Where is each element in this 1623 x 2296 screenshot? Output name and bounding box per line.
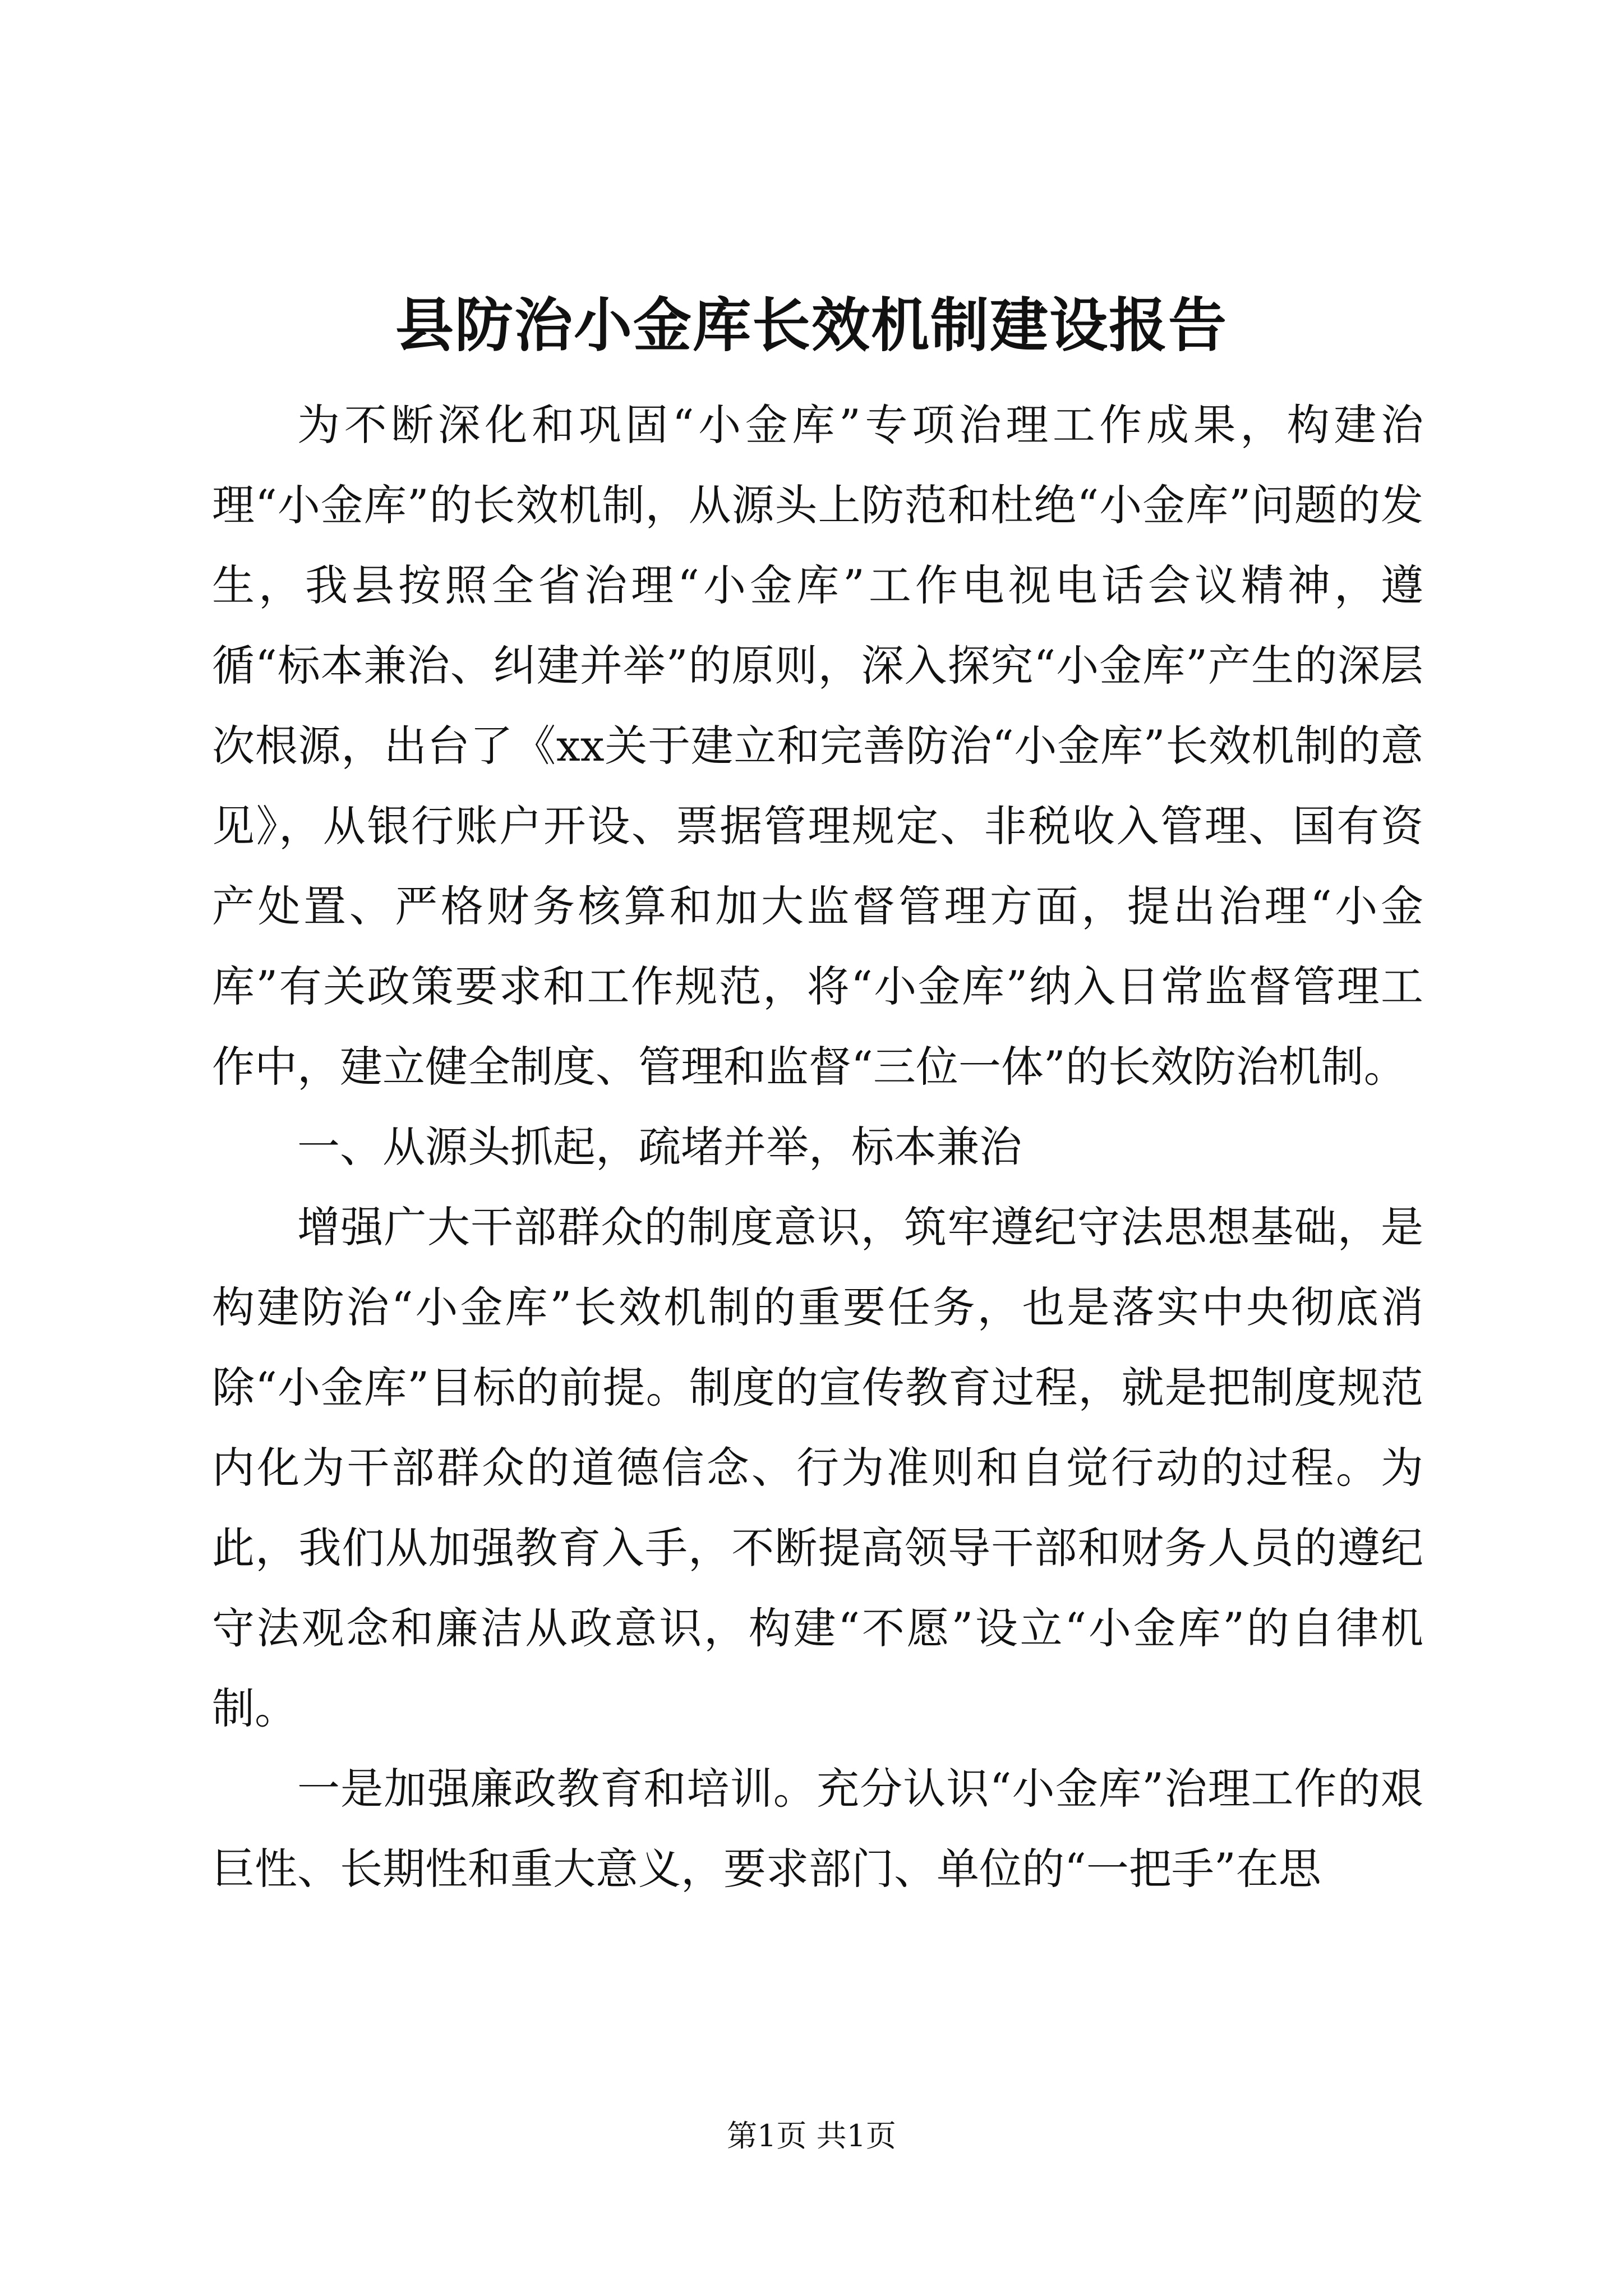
paragraph-section-1: 增强广大干部群众的制度意识，筑牢遵纪守法思想基础，是构建防治“小金库”长效机制的重要任务，也是落实中央彻底消除“小金库”目标的前提。制度的宣传教育过程，就是把制度规范内化为干部群众的道德信念、行为准则和自觉行动的过程。为此，我们从加强教育入手，不断提高领导干部和财务人员的遵纪守法观念和廉洁从政意识，构建“不愿”设立“小金库”的自律机制。 — [212, 1202, 1423, 1733]
paragraph-point-1: 一是加强廉政教育和培训。充分认识“小金库”治理工作的艰巨性、长期性和重大意义，要求部门、单位的“一把手”在思 — [212, 1764, 1423, 1894]
paragraph-intro: 为不断深化和巩固“小金库”专项治理工作成果，构建治理“小金库”的长效机制，从源头上防范和杜绝“小金库”问题的发生，我县按照全省治理“小金库”工作电视电话会议精神，遵循“标本兼治、纠建并举”的原则，深入探究“小金库”产生的深层次根源，出台了《xx关于建立和完善防治“小金库”长效机制的意见》，从银行账户开设、票据管理规定、非税收入管理、国有资产处置、严格财务核算和加大监督管理方面，提出治理“小金库”有关政策要求和工作规范，将“小金库”纳入日常监督管理工作中，建立健全制度、管理和监督“三位一体”的长效防治机制。 — [212, 400, 1423, 1092]
document-body — [212, 385, 1423, 1909]
section-heading-1: 一、从源头抓起，疏堵并举，标本兼治 — [297, 1122, 1022, 1172]
page-number-footer: 第1页 共1页 — [727, 2118, 896, 2154]
document-title: 县防治小金库长效机制建设报告 — [395, 291, 1228, 360]
